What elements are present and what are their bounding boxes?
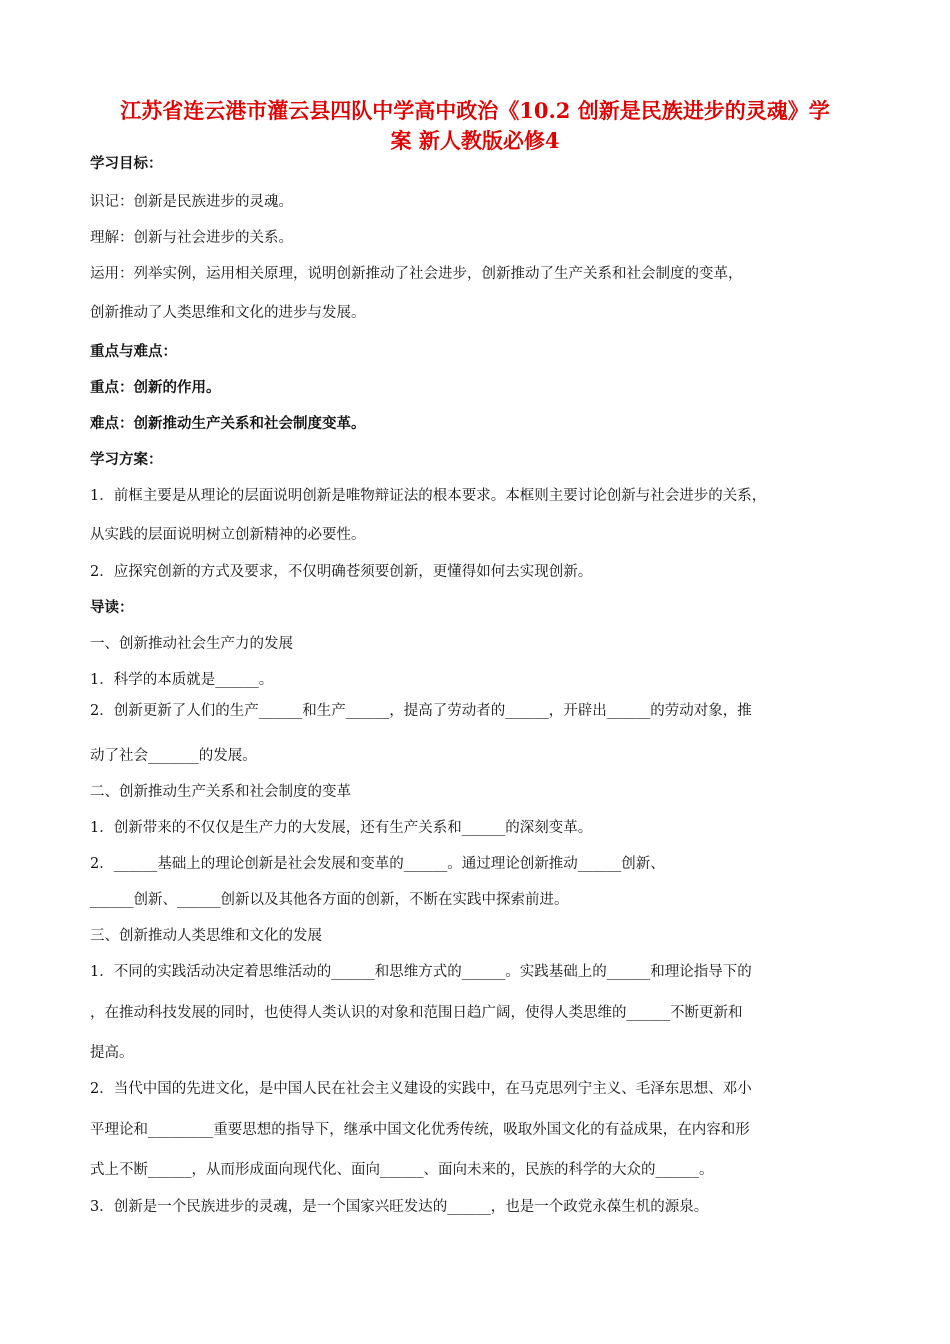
section-3-title: 三、创新推动人类思维和文化的发展 bbox=[90, 928, 322, 944]
section-2-question-2-line-2: ______创新、______创新以及其他各方面的创新，不断在实践中探索前进。 bbox=[90, 892, 569, 908]
objective-apply-line-2: 创新推动了人类思维和文化的进步与发展。 bbox=[90, 305, 366, 321]
section-2-question-1: 1．创新带来的不仅仅是生产力的大发展，还有生产关系和______的深刻变革。 bbox=[90, 820, 593, 836]
objectives-heading: 学习目标： bbox=[90, 155, 163, 172]
objective-understand: 理解：创新与社会进步的关系。 bbox=[90, 230, 293, 246]
objective-remember: 识记：创新是民族进步的灵魂。 bbox=[90, 194, 293, 210]
objective-apply-line-1: 运用：列举实例，运用相关原理，说明创新推动了社会进步，创新推动了生产关系和社会制度的变革， bbox=[90, 266, 743, 282]
plan-item-1-line-2: 从实践的层面说明树立创新精神的必要性。 bbox=[90, 527, 366, 543]
section-3-question-2-line-1: 2．当代中国的先进文化，是中国人民在社会主义建设的实践中，在马克思列宁主义、毛泽东思想、邓小 bbox=[90, 1081, 752, 1097]
key-points-heading: 重点与难点： bbox=[90, 343, 177, 360]
guide-heading: 导读： bbox=[90, 599, 134, 616]
section-1-title: 一、创新推动社会生产力的发展 bbox=[90, 636, 293, 652]
section-1-question-2-line-1: 2．创新更新了人们的生产______和生产______，提高了劳动者的______，开辟出______的劳动对象，推 bbox=[90, 703, 752, 719]
document-title bbox=[90, 96, 860, 156]
section-2-title: 二、创新推动生产关系和社会制度的变革 bbox=[90, 784, 351, 800]
plan-heading: 学习方案： bbox=[90, 451, 163, 468]
section-1-question-1: 1．科学的本质就是______。 bbox=[90, 672, 274, 688]
section-3-question-2-line-3: 式上不断______，从而形成面向现代化、面向______、面向未来的，民族的科学的大众的______。 bbox=[90, 1162, 714, 1178]
section-3-question-3: 3．创新是一个民族进步的灵魂，是一个国家兴旺发达的______，也是一个政党永葆生机的源泉。 bbox=[90, 1199, 709, 1215]
section-3-question-2-line-2: 平理论和_________重要思想的指导下，继承中国文化优秀传统，吸取外国文化的有益成果，在内容和形 bbox=[90, 1122, 750, 1138]
title-line-2: 案 新人教版必修4 bbox=[390, 128, 560, 153]
key-point: 重点：创新的作用。 bbox=[90, 379, 221, 396]
section-1-question-2-line-2: 动了社会_______的发展。 bbox=[90, 748, 257, 764]
section-3-question-1-line-3: 提高。 bbox=[90, 1045, 134, 1061]
plan-item-2: 2．应探究创新的方式及要求，不仅明确苍须要创新，更懂得如何去实现创新。 bbox=[90, 564, 593, 580]
section-3-question-1-line-1: 1．不同的实践活动决定着思维活动的______和思维方式的______。实践基础上的______和理论指导下的 bbox=[90, 964, 752, 980]
section-2-question-2-line-1: 2．______基础上的理论创新是社会发展和变革的______。通过理论创新推动______创新、 bbox=[90, 856, 665, 872]
plan-item-1-line-1: 1．前框主要是从理论的层面说明创新是唯物辩证法的根本要求。本框则主要讨论创新与社会进步的关系， bbox=[90, 488, 767, 504]
title-line-1: 江苏省连云港市灌云县四队中学高中政治《10.2 创新是民族进步的灵魂》学 bbox=[120, 98, 830, 123]
section-3-question-1-line-2: ，在推动科技发展的同时，也使得人类认识的对象和范围日趋广阔，使得人类思维的______不断更新和 bbox=[90, 1005, 743, 1021]
difficult-point: 难点：创新推动生产关系和社会制度变革。 bbox=[90, 415, 366, 432]
